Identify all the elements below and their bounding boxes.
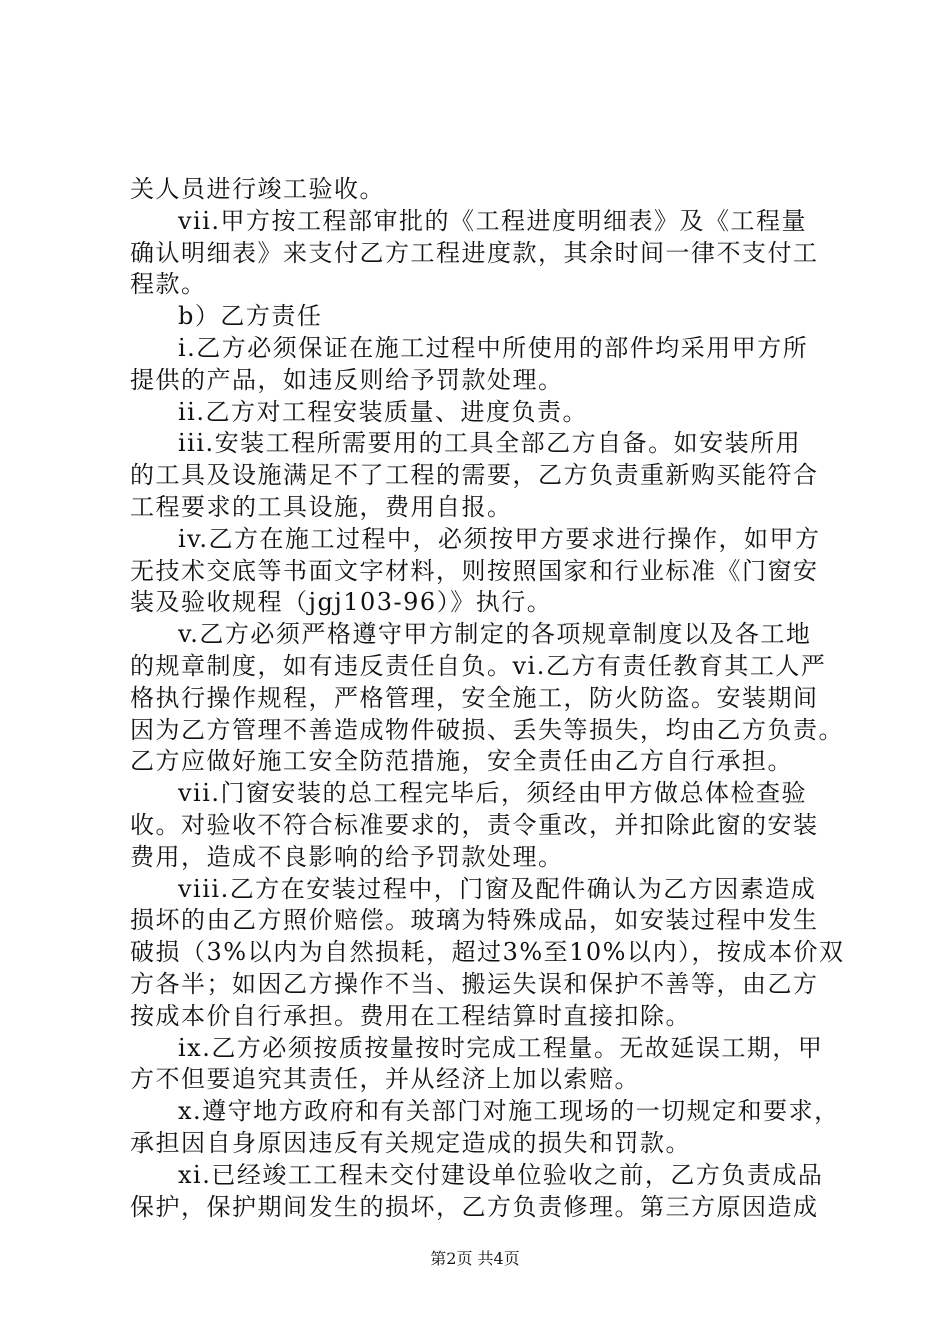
text-line: ii.乙方对工程安装质量、进度负责。 xyxy=(178,397,588,426)
text-line: 工程要求的工具设施，费用自报。 xyxy=(130,492,513,521)
text-line: i.乙方必须保证在施工过程中所使用的部件均采用甲方所 xyxy=(178,333,809,362)
text-line: b）乙方责任 xyxy=(178,302,323,331)
text-line: 确认明细表》来支付乙方工程进度款，其余时间一律不支付工 xyxy=(130,238,819,267)
text-line: v.乙方必须严格遵守甲方制定的各项规章制度以及各工地 xyxy=(178,620,812,649)
text-line: 破损（3%以内为自然损耗，超过3%至10%以内），按成本价双 xyxy=(130,938,845,967)
text-line: xi.已经竣工工程未交付建设单位验收之前，乙方负责成品 xyxy=(178,1160,824,1189)
text-line: viii.乙方在安装过程中，门窗及配件确认为乙方因素造成 xyxy=(178,874,817,903)
text-line: 方不但要追究其责任，并从经济上加以索赔。 xyxy=(130,1065,640,1094)
text-line: 因为乙方管理不善造成物件破损、丢失等损失，均由乙方负责。 xyxy=(130,715,844,744)
text-line: 按成本价自行承担。费用在工程结算时直接扣除。 xyxy=(130,1001,691,1030)
text-line: iv.乙方在施工过程中，必须按甲方要求进行操作，如甲方 xyxy=(178,524,821,553)
text-line: iii.安装工程所需要用的工具全部乙方自备。如安装所用 xyxy=(178,429,802,458)
text-line: 费用，造成不良影响的给予罚款处理。 xyxy=(130,842,564,871)
text-line: 无技术交底等书面文字材料，则按照国家和行业标准《门窗安 xyxy=(130,556,819,585)
text-line: 方各半；如因乙方操作不当、搬运失误和保护不善等，由乙方 xyxy=(130,969,819,998)
page-footer: 第2页 共4页 xyxy=(430,1249,520,1268)
text-line: 承担因自身原因违反有关规定造成的损失和罚款。 xyxy=(130,1128,691,1157)
text-line: vii.门窗安装的总工程完毕后，须经由甲方做总体检查验 xyxy=(178,779,808,808)
text-line: 损坏的由乙方照价赔偿。玻璃为特殊成品，如安装过程中发生 xyxy=(130,906,819,935)
text-line: 提供的产品，如违反则给予罚款处理。 xyxy=(130,365,564,394)
document-body xyxy=(130,174,845,1223)
text-line: 的规章制度，如有违反责任自负。vi.乙方有责任教育其工人严 xyxy=(130,651,827,680)
text-line: vii.甲方按工程部审批的《工程进度明细表》及《工程量 xyxy=(178,206,808,235)
text-line: 程款。 xyxy=(130,270,207,299)
text-line: 保护，保护期间发生的损坏，乙方负责修理。第三方原因造成 xyxy=(130,1192,819,1221)
text-line: ix.乙方必须按质按量按时完成工程量。无故延误工期，甲 xyxy=(178,1033,824,1062)
text-line: 关人员进行竣工验收。 xyxy=(130,175,385,203)
text-line: 格执行操作规程，严格管理，安全施工，防火防盗。安装期间 xyxy=(130,683,819,712)
text-line: 收。对验收不符合标准要求的，责令重改，并扣除此窗的安装 xyxy=(130,810,819,839)
text-line: 的工具及设施满足不了工程的需要，乙方负责重新购买能符合 xyxy=(130,461,819,490)
text-line: x.遵守地方政府和有关部门对施工现场的一切规定和要求， xyxy=(178,1097,840,1126)
text-line: 装及验收规程（jgj103-96）》执行。 xyxy=(130,588,553,617)
text-line: 乙方应做好施工安全防范措施，安全责任由乙方自行承担。 xyxy=(130,747,793,776)
